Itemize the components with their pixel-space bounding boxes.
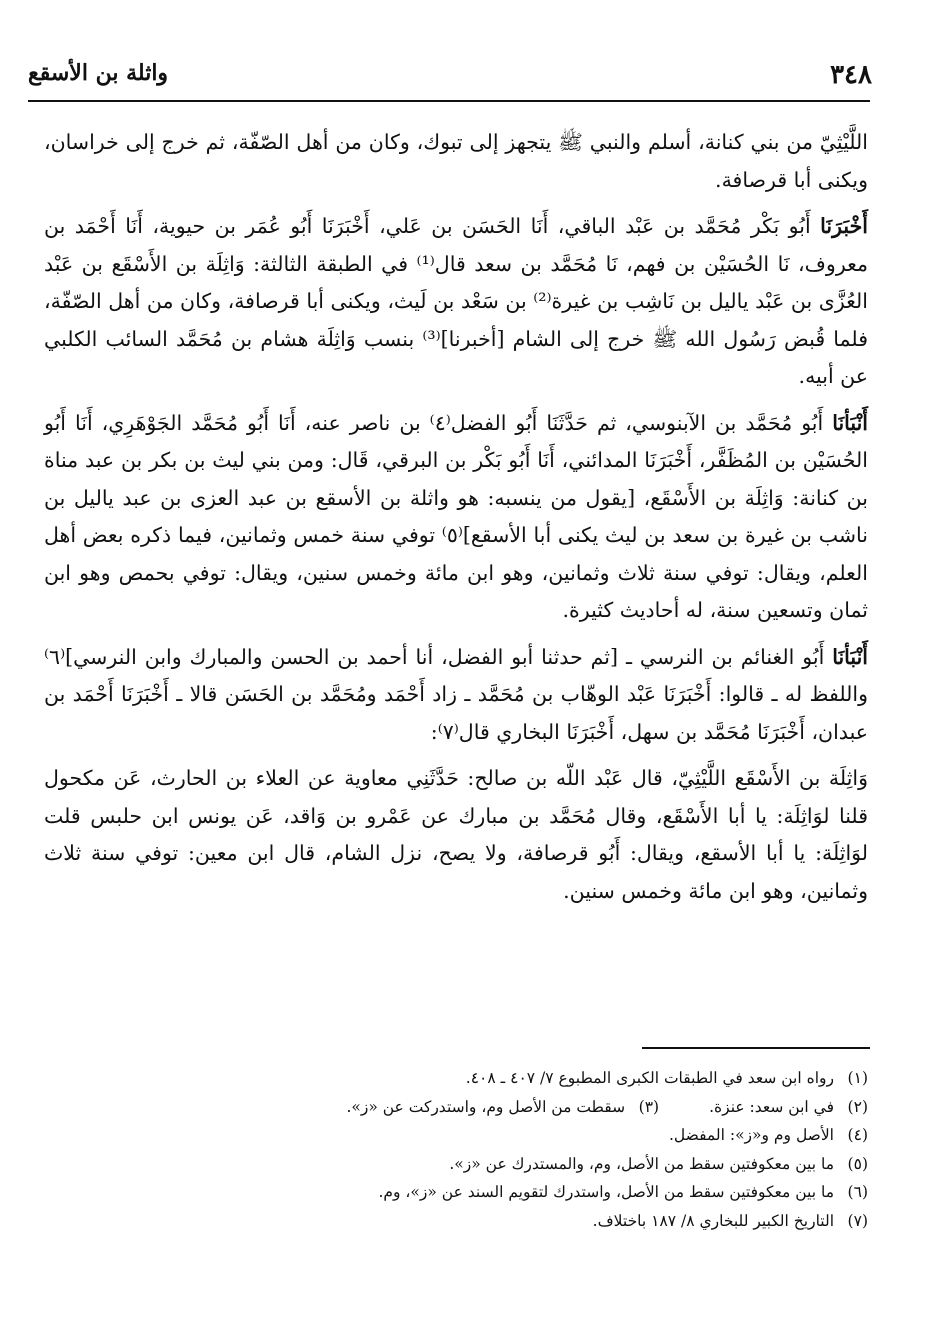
footnote-number: (١) xyxy=(847,1069,868,1087)
paragraph-3: أَنْبَأنَا أَبُو مُحَمَّد بن الآبنوسي، ثم حَدَّثَنَا أَبُو الفضل⁽٤⁾ بن ناصر عنه، أَنَا أَبُو مُحَمَّد الجَوْهَرِي، أَنَا أَبُو الحُسَيْن بن المُظَفَّر، أَخْبَرَنَا المدائني، أَنَا أَبُو بَكْر بن البرقي، قَال: ومن بني ليث بن بكر بن عبد مناة بن كنانة: وَاثِلَة بن الأَسْقَع، [يقول من ينسبه: هو واثلة بن الأسقع بن عبد العزى بن عبد ياليل بن ناشب بن غيرة بن سعد بن ليث يكنى أبا الأسقع]⁽٥⁾ توفي سنة خمس وثمانين، فيما ذكره بعض أهل العلم، ويقال: توفي سنة ثلاث وثمانين، وهو ابن مائة وخمس سنين، ويقال: توفي بحمص وهو ابن ثمان وتسعين سنة، له أحاديث كثيرة. xyxy=(44,410,868,622)
isnad-lead: أَنْبَأنَا xyxy=(832,410,868,435)
paragraph-2: أَخْبَرَنَا أَبُو بَكْر مُحَمَّد بن عَبْد الباقي، أَنَا الحَسَن بن عَلي، أَخْبَرَنَا أَبُو عُمَر بن حيوية، أَنَا أَحْمَد بن معروف، نَا الحُسَيْن بن فهم، نَا مُحَمَّد بن سعد قال⁽¹⁾ في الطبقة الثالثة: وَاثِلَة بن الأَسْقَع بن عَبْد العُزَّى بن عَبْد ياليل بن نَاشِب بن غيرة⁽²⁾ بن سَعْد بن لَيث، ويكنى أبا قرصافة، وكان من أهل الصّفّة، فلما قُبض رَسُول الله ﷺ خرج إلى الشام [أخبرنا]⁽³⁾ بنسب وَاثِلَة هشام بن مُحَمَّد السائب الكلبي عن أبيه. xyxy=(44,214,868,388)
footnote-text: ما بين معكوفتين سقط من الأصل، وم، والمستدرك عن «ز». xyxy=(449,1154,834,1173)
isnad-lead: أَخْبَرَنَا xyxy=(820,214,868,238)
footnote-item xyxy=(60,1178,868,1207)
page-header xyxy=(28,56,872,96)
footnote-text: في ابن سعد: عنزة. xyxy=(709,1097,834,1116)
footnote-text: الأصل وم و«ز»: المفضل. xyxy=(668,1126,834,1144)
footnote-number: (٧) xyxy=(847,1211,868,1230)
paragraph-4: أَنْبَأنَا أَبُو الغنائم بن النرسي ـ [ثم حدثنا أبو الفضل، أنا أحمد بن الحسن والمبارك وابن النرسي]⁽٦⁾ واللفظ له ـ قالوا: أَخْبَرَنَا عَبْد الوهّاب بن مُحَمَّد ـ زاد أَحْمَد ومُحَمَّد بن الحَسَن قالا ـ أَخْبَرَنَا أَحْمَد بن عبدان، أَخْبَرَنَا مُحَمَّد بن سهل، أَخْبَرَنَا البخاري قال⁽٧⁾: xyxy=(44,644,868,744)
footnote-item xyxy=(60,1150,868,1179)
body-text xyxy=(44,124,868,919)
footnote-item xyxy=(60,1121,868,1150)
header-rule xyxy=(28,100,870,102)
running-head: واثلة بن الأسقع xyxy=(28,60,169,86)
footnote-number: (٣) xyxy=(638,1097,660,1116)
footnote-item xyxy=(60,1064,868,1093)
footnotes xyxy=(60,1064,868,1235)
footnote-number: (٢) xyxy=(847,1097,868,1116)
paragraph-5: وَاثِلَة بن الأَسْقَع اللَّيْثِيّ، قال عَبْد اللّه بن صالح: حَدَّثَنِي معاوية عن العلاء بن الحارث، عَن مكحول قلنا لوَاثِلَة: يا أبا الأَسْقَع، وقال مُحَمَّد بن مبارك عن عَمْرو بن وَاقد، عَن يونس ابن حلبس قلت لوَاثِلَة: يا أبا الأسقع، ويقال: أَبُو قرصافة، ولا يصح، نزل الشام، قال ابن معين: توفي سنة ثلاث وثمانين، وهو ابن مائة وخمس سنين. xyxy=(44,766,868,903)
paragraph-1: اللَّيْثِيّ من بني كنانة، أسلم والنبي ﷺ يتجهز إلى تبوك، وكان من أهل الصّفّة، ثم خرج إلى خراسان، ويكنى أبا قرصافة. xyxy=(44,130,868,192)
footnote-number: (٤) xyxy=(847,1126,868,1144)
isnad-lead: أَنْبَأنَا xyxy=(832,644,868,669)
footnote-number: (٥) xyxy=(847,1154,868,1173)
footnote-text: رواه ابن سعد في الطبقات الكبرى المطبوع ٧/ ٤٠٧ ـ ٤٠٨. xyxy=(465,1069,834,1087)
footnote-rule xyxy=(642,1047,870,1049)
footnote-text: ما بين معكوفتين سقط من الأصل، واستدرك لتقويم السند عن «ز»، وم. xyxy=(378,1183,834,1201)
footnote-text: سقطت من الأصل وم، واستدركت عن «ز». xyxy=(346,1097,626,1116)
footnote-number: (٦) xyxy=(847,1183,868,1201)
footnote-item xyxy=(60,1207,868,1236)
footnote-text: التاريخ الكبير للبخاري ٨/ ١٨٧ باختلاف. xyxy=(592,1211,834,1230)
footnote-item xyxy=(60,1093,868,1122)
page-number: ٣٤٨ xyxy=(830,60,872,90)
